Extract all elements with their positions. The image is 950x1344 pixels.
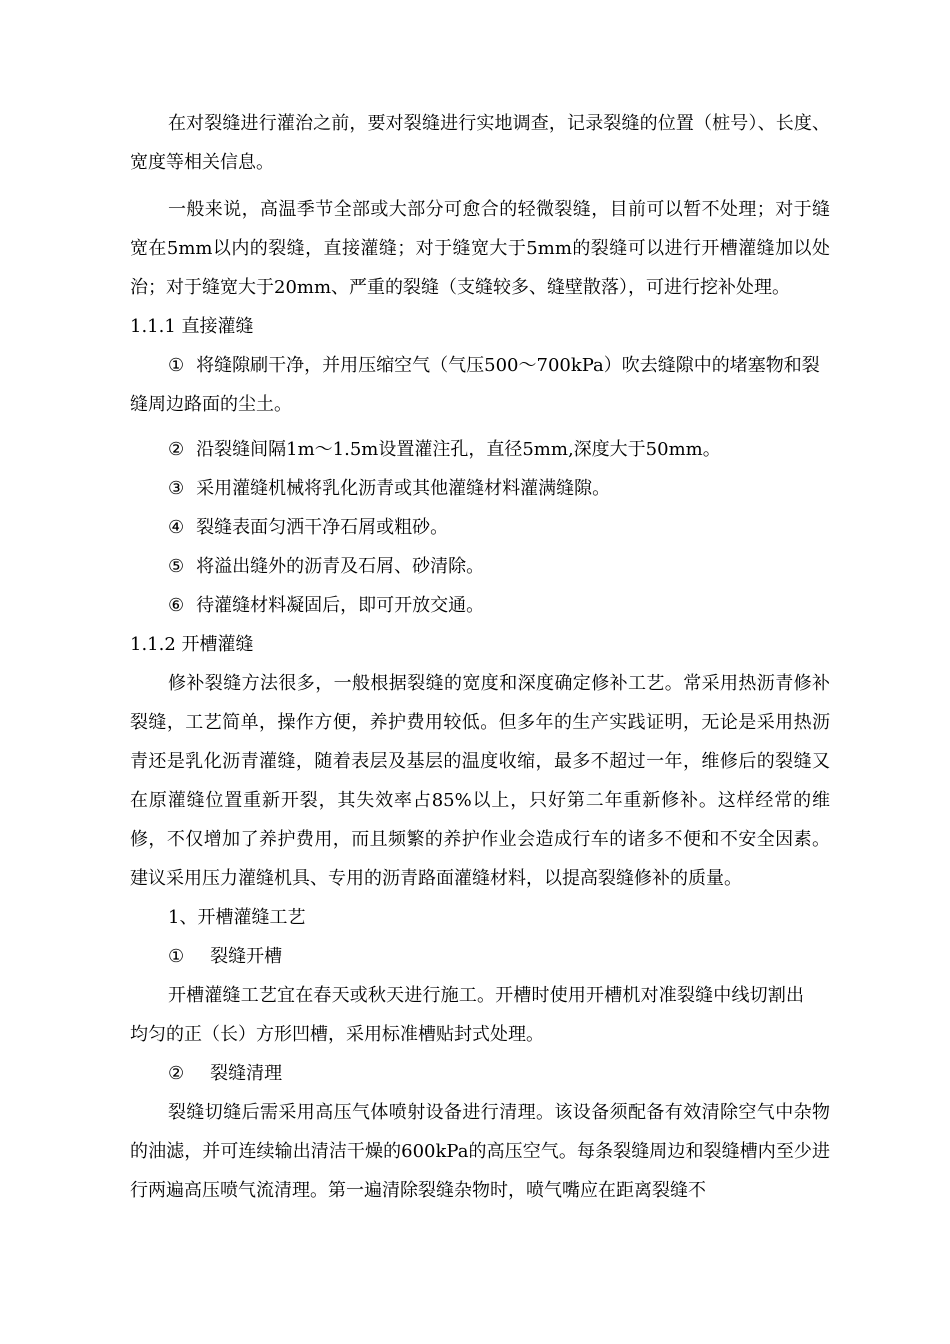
sub-number: ② <box>168 1063 185 1084</box>
process-title: 1、开槽灌缝工艺 <box>168 907 306 928</box>
section-1-1-2-body: 修补裂缝方法很多，一般根据裂缝的宽度和深度确定修补工艺。常采用热沥青修补裂缝，工艺简单，操作方便，养护费用较低。但多年的生产实践证明，无论是采用热沥青还是乳化沥青灌缝，随着表层及基层的温度收缩，最多不超过一年，维修后的裂缝又在原灌缝位置重新开裂，其失效率占85%以上，只好第二年重新修补。这样经常的维修，不仅增加了养护费用，而且频繁的养护作业会造成行车的诸多不便和不安全因素。建议采用压力灌缝机具、专用的沥青路面灌缝材料，以提高裂缝修补的质量。 <box>130 673 830 889</box>
step-5 <box>130 547 830 586</box>
step-number: ① <box>168 355 185 376</box>
step-number: ② <box>168 439 185 460</box>
step-text: 将缝隙刷干净，并用压缩空气（气压500～700kPa）吹去缝隙中的堵塞物和裂缝周边路面的尘土。 <box>130 355 820 415</box>
sub-heading-1 <box>130 937 830 976</box>
step-text: 待灌缝材料凝固后，即可开放交通。 <box>196 595 485 616</box>
step-number: ⑥ <box>168 595 185 616</box>
step-6 <box>130 586 830 625</box>
step-3 <box>130 469 830 508</box>
section-heading-1-1-2: 1.1.2 开槽灌缝 <box>130 634 254 655</box>
sub-1-body: 开槽灌缝工艺宜在春天或秋天进行施工。开槽时使用开槽机对准裂缝中线切割出均匀的正（长）方形凹槽，采用标准槽贴封式处理。 <box>130 985 804 1045</box>
step-1 <box>130 346 830 424</box>
step-2 <box>130 430 830 469</box>
document-body <box>130 104 830 1210</box>
step-number: ⑤ <box>168 556 185 577</box>
step-text: 将溢出缝外的沥青及石屑、砂清除。 <box>196 556 485 577</box>
step-4 <box>130 508 830 547</box>
sub-title: 裂缝开槽 <box>210 946 283 967</box>
step-text: 裂缝表面匀洒干净石屑或粗砂。 <box>196 517 449 538</box>
step-text: 采用灌缝机械将乳化沥青或其他灌缝材料灌满缝隙。 <box>196 478 611 499</box>
sub-title: 裂缝清理 <box>210 1063 283 1084</box>
sub-heading-2 <box>130 1054 830 1093</box>
sub-2-body: 裂缝切缝后需采用高压气体喷射设备进行清理。该设备须配备有效清除空气中杂物的油滤，并可连续输出清洁干燥的600kPa的高压空气。每条裂缝周边和裂缝槽内至少进行两遍高压喷气流清理。第一遍清除裂缝杂物时，喷气嘴应在距离裂缝不 <box>130 1102 830 1201</box>
sub-number: ① <box>168 946 185 967</box>
intro-paragraph-2: 一般来说，高温季节全部或大部分可愈合的轻微裂缝，目前可以暂不处理；对于缝宽在5mm以内的裂缝，直接灌缝；对于缝宽大于5mm的裂缝可以进行开槽灌缝加以处治；对于缝宽大于20mm、严重的裂缝（支缝较多、缝壁散落），可进行挖补处理。 <box>130 199 830 298</box>
section-heading-1-1-1: 1.1.1 直接灌缝 <box>130 316 254 337</box>
intro-paragraph-1: 在对裂缝进行灌治之前，要对裂缝进行实地调查，记录裂缝的位置（桩号）、长度、宽度等相关信息。 <box>130 113 830 173</box>
step-text: 沿裂缝间隔1m～1.5m设置灌注孔，直径5mm,深度大于50mm。 <box>196 439 721 460</box>
step-number: ④ <box>168 517 185 538</box>
step-number: ③ <box>168 478 185 499</box>
